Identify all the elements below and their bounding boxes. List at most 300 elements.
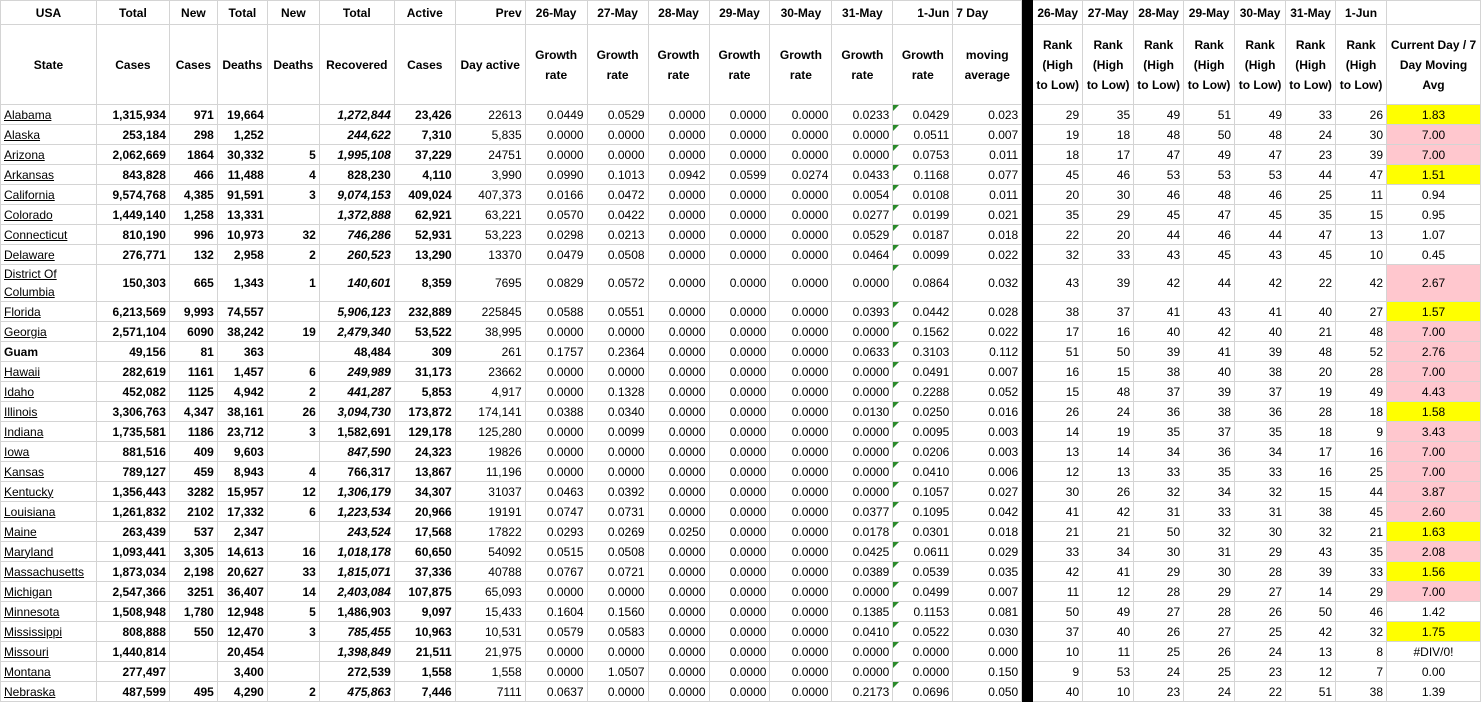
rank-cell[interactable]: 39 bbox=[1184, 382, 1235, 402]
recovered-cell[interactable]: 3,094,730 bbox=[319, 402, 394, 422]
rank-cell[interactable]: 46 bbox=[1083, 165, 1134, 185]
column-header-label[interactable]: Deaths bbox=[217, 25, 267, 105]
growth-rate-cell[interactable]: 0.0000 bbox=[709, 642, 770, 662]
rank-cell[interactable]: 38 bbox=[1336, 682, 1387, 702]
growth-rate-cell[interactable]: 0.0464 bbox=[832, 245, 893, 265]
total-cases-cell[interactable]: 2,062,669 bbox=[96, 145, 169, 165]
total-cases-cell[interactable]: 1,440,814 bbox=[96, 642, 169, 662]
rank-cell[interactable]: 17 bbox=[1033, 322, 1083, 342]
new-cases-cell[interactable]: 1161 bbox=[169, 362, 217, 382]
growth-rate-cell[interactable]: 0.0000 bbox=[648, 662, 709, 682]
growth-rate-cell[interactable]: 0.0389 bbox=[832, 562, 893, 582]
active-cases-cell[interactable]: 129,178 bbox=[394, 422, 455, 442]
growth-rate-cell[interactable]: 0.1153 bbox=[893, 602, 953, 622]
rank-cell[interactable]: 28 bbox=[1184, 602, 1235, 622]
recovered-cell[interactable]: 1,995,108 bbox=[319, 145, 394, 165]
active-cases-cell[interactable]: 17,568 bbox=[394, 522, 455, 542]
prev-day-active-cell[interactable]: 10,531 bbox=[455, 622, 525, 642]
growth-rate-cell[interactable]: 0.0000 bbox=[587, 642, 648, 662]
moving-average-cell[interactable]: 0.035 bbox=[953, 562, 1022, 582]
state-link[interactable]: Massachusetts bbox=[1, 562, 97, 582]
column-header-top[interactable]: 26-May bbox=[525, 1, 587, 25]
growth-rate-cell[interactable]: 0.0000 bbox=[770, 462, 832, 482]
rank-cell[interactable]: 14 bbox=[1286, 582, 1336, 602]
growth-rate-cell[interactable]: 0.0529 bbox=[587, 105, 648, 125]
total-deaths-cell[interactable]: 20,454 bbox=[217, 642, 267, 662]
column-header-top[interactable]: New bbox=[267, 1, 319, 25]
growth-rate-cell[interactable]: 0.0000 bbox=[709, 382, 770, 402]
rank-cell[interactable]: 26 bbox=[1083, 482, 1134, 502]
growth-rate-cell[interactable]: 0.0000 bbox=[648, 682, 709, 702]
recovered-cell[interactable]: 1,582,691 bbox=[319, 422, 394, 442]
new-deaths-cell[interactable]: 14 bbox=[267, 582, 319, 602]
rank-cell[interactable]: 47 bbox=[1336, 165, 1387, 185]
recovered-cell[interactable]: 1,372,888 bbox=[319, 205, 394, 225]
new-deaths-cell[interactable]: 16 bbox=[267, 542, 319, 562]
growth-rate-cell[interactable]: 0.0000 bbox=[709, 362, 770, 382]
growth-rate-cell[interactable]: 0.0000 bbox=[709, 502, 770, 522]
growth-rate-cell[interactable]: 0.0422 bbox=[587, 205, 648, 225]
growth-rate-cell[interactable]: 0.0393 bbox=[832, 302, 893, 322]
growth-rate-cell[interactable]: 0.0000 bbox=[709, 145, 770, 165]
growth-rate-cell[interactable]: 0.0000 bbox=[770, 185, 832, 205]
state-link[interactable]: Alaska bbox=[1, 125, 97, 145]
rank-cell[interactable]: 33 bbox=[1336, 562, 1387, 582]
growth-rate-cell[interactable]: 0.0000 bbox=[770, 245, 832, 265]
growth-rate-cell[interactable]: 0.0000 bbox=[525, 442, 587, 462]
state-link[interactable]: Louisiana bbox=[1, 502, 97, 522]
new-cases-cell[interactable]: 6090 bbox=[169, 322, 217, 342]
growth-rate-cell[interactable]: 0.0000 bbox=[770, 225, 832, 245]
growth-rate-cell[interactable]: 0.0000 bbox=[709, 582, 770, 602]
new-deaths-cell[interactable] bbox=[267, 442, 319, 462]
growth-rate-cell[interactable]: 0.0099 bbox=[893, 245, 953, 265]
current-day-ratio-cell[interactable]: 7.00 bbox=[1387, 462, 1481, 482]
growth-rate-cell[interactable]: 0.0529 bbox=[832, 225, 893, 245]
growth-rate-cell[interactable]: 0.0000 bbox=[525, 462, 587, 482]
column-header-top[interactable]: 1-Jun bbox=[893, 1, 953, 25]
growth-rate-cell[interactable]: 0.0000 bbox=[525, 145, 587, 165]
new-deaths-cell[interactable]: 2 bbox=[267, 382, 319, 402]
rank-cell[interactable]: 27 bbox=[1134, 602, 1184, 622]
growth-rate-cell[interactable]: 0.0000 bbox=[648, 342, 709, 362]
moving-average-cell[interactable]: 0.077 bbox=[953, 165, 1022, 185]
growth-rate-cell[interactable]: 0.1562 bbox=[893, 322, 953, 342]
rank-cell[interactable]: 41 bbox=[1033, 502, 1083, 522]
new-cases-cell[interactable]: 298 bbox=[169, 125, 217, 145]
column-header-label[interactable]: moving average bbox=[953, 25, 1022, 105]
total-cases-cell[interactable]: 263,439 bbox=[96, 522, 169, 542]
growth-rate-cell[interactable]: 0.0551 bbox=[587, 302, 648, 322]
new-deaths-cell[interactable]: 2 bbox=[267, 682, 319, 702]
rank-cell[interactable]: 40 bbox=[1083, 622, 1134, 642]
recovered-cell[interactable]: 9,074,153 bbox=[319, 185, 394, 205]
new-deaths-cell[interactable]: 3 bbox=[267, 622, 319, 642]
growth-rate-cell[interactable]: 0.0696 bbox=[893, 682, 953, 702]
growth-rate-cell[interactable]: 0.0377 bbox=[832, 502, 893, 522]
growth-rate-cell[interactable]: 0.0433 bbox=[832, 165, 893, 185]
growth-rate-cell[interactable]: 0.0633 bbox=[832, 342, 893, 362]
growth-rate-cell[interactable]: 0.0000 bbox=[709, 562, 770, 582]
rank-cell[interactable]: 24 bbox=[1083, 402, 1134, 422]
growth-rate-cell[interactable]: 0.0000 bbox=[832, 482, 893, 502]
current-day-ratio-cell[interactable]: 2.60 bbox=[1387, 502, 1481, 522]
state-link[interactable]: Colorado bbox=[1, 205, 97, 225]
rank-cell[interactable]: 26 bbox=[1033, 402, 1083, 422]
growth-rate-cell[interactable]: 0.0000 bbox=[525, 422, 587, 442]
rank-cell[interactable]: 49 bbox=[1083, 602, 1134, 622]
rank-cell[interactable]: 49 bbox=[1336, 382, 1387, 402]
rank-cell[interactable]: 50 bbox=[1286, 602, 1336, 622]
growth-rate-cell[interactable]: 0.0767 bbox=[525, 562, 587, 582]
recovered-cell[interactable]: 5,906,123 bbox=[319, 302, 394, 322]
current-day-ratio-cell[interactable]: 0.00 bbox=[1387, 662, 1481, 682]
new-cases-cell[interactable]: 665 bbox=[169, 265, 217, 302]
column-header-top[interactable]: USA bbox=[1, 1, 97, 25]
growth-rate-cell[interactable]: 0.0000 bbox=[648, 125, 709, 145]
total-deaths-cell[interactable]: 38,242 bbox=[217, 322, 267, 342]
growth-rate-cell[interactable]: 0.0491 bbox=[893, 362, 953, 382]
rank-cell[interactable]: 7 bbox=[1336, 662, 1387, 682]
column-header-label[interactable]: Rank (High to Low) bbox=[1033, 25, 1083, 105]
total-deaths-cell[interactable]: 8,943 bbox=[217, 462, 267, 482]
rank-cell[interactable]: 28 bbox=[1336, 362, 1387, 382]
growth-rate-cell[interactable]: 0.0298 bbox=[525, 225, 587, 245]
new-cases-cell[interactable]: 4,385 bbox=[169, 185, 217, 205]
growth-rate-cell[interactable]: 0.0000 bbox=[648, 105, 709, 125]
state-link[interactable]: Kansas bbox=[1, 462, 97, 482]
growth-rate-cell[interactable]: 0.0187 bbox=[893, 225, 953, 245]
growth-rate-cell[interactable]: 0.0000 bbox=[709, 682, 770, 702]
growth-rate-cell[interactable]: 0.0000 bbox=[770, 682, 832, 702]
rank-cell[interactable]: 40 bbox=[1184, 362, 1235, 382]
rank-cell[interactable]: 29 bbox=[1033, 105, 1083, 125]
state-link[interactable]: Montana bbox=[1, 662, 97, 682]
rank-cell[interactable]: 17 bbox=[1286, 442, 1336, 462]
state-link[interactable]: California bbox=[1, 185, 97, 205]
prev-day-active-cell[interactable]: 40788 bbox=[455, 562, 525, 582]
growth-rate-cell[interactable]: 0.0000 bbox=[648, 185, 709, 205]
rank-cell[interactable]: 21 bbox=[1336, 522, 1387, 542]
growth-rate-cell[interactable]: 0.1385 bbox=[832, 602, 893, 622]
column-header-label[interactable]: Day active bbox=[455, 25, 525, 105]
rank-cell[interactable]: 11 bbox=[1336, 185, 1387, 205]
growth-rate-cell[interactable]: 0.0000 bbox=[648, 442, 709, 462]
active-cases-cell[interactable]: 309 bbox=[394, 342, 455, 362]
total-cases-cell[interactable]: 277,497 bbox=[96, 662, 169, 682]
moving-average-cell[interactable]: 0.150 bbox=[953, 662, 1022, 682]
growth-rate-cell[interactable]: 0.0000 bbox=[525, 362, 587, 382]
rank-cell[interactable]: 44 bbox=[1134, 225, 1184, 245]
column-header-label[interactable]: Cases bbox=[394, 25, 455, 105]
growth-rate-cell[interactable]: 0.0000 bbox=[525, 125, 587, 145]
state-link[interactable]: Idaho bbox=[1, 382, 97, 402]
rank-cell[interactable]: 42 bbox=[1033, 562, 1083, 582]
prev-day-active-cell[interactable]: 5,835 bbox=[455, 125, 525, 145]
new-cases-cell[interactable]: 466 bbox=[169, 165, 217, 185]
column-header-label[interactable]: Rank (High to Low) bbox=[1134, 25, 1184, 105]
active-cases-cell[interactable]: 37,229 bbox=[394, 145, 455, 165]
prev-day-active-cell[interactable]: 63,221 bbox=[455, 205, 525, 225]
growth-rate-cell[interactable]: 0.0000 bbox=[709, 622, 770, 642]
growth-rate-cell[interactable]: 0.0000 bbox=[770, 322, 832, 342]
growth-rate-cell[interactable]: 0.0000 bbox=[770, 442, 832, 462]
total-deaths-cell[interactable]: 10,973 bbox=[217, 225, 267, 245]
new-cases-cell[interactable]: 1,780 bbox=[169, 602, 217, 622]
rank-cell[interactable]: 20 bbox=[1083, 225, 1134, 245]
recovered-cell[interactable]: 475,863 bbox=[319, 682, 394, 702]
total-deaths-cell[interactable]: 1,343 bbox=[217, 265, 267, 302]
total-cases-cell[interactable]: 1,508,948 bbox=[96, 602, 169, 622]
new-cases-cell[interactable]: 996 bbox=[169, 225, 217, 245]
moving-average-cell[interactable]: 0.007 bbox=[953, 582, 1022, 602]
column-header-top[interactable]: Prev bbox=[455, 1, 525, 25]
new-cases-cell[interactable]: 1,258 bbox=[169, 205, 217, 225]
column-header-label[interactable]: Growth rate bbox=[832, 25, 893, 105]
rank-cell[interactable]: 39 bbox=[1336, 145, 1387, 165]
total-deaths-cell[interactable]: 2,958 bbox=[217, 245, 267, 265]
rank-cell[interactable]: 43 bbox=[1286, 542, 1336, 562]
rank-cell[interactable]: 24 bbox=[1184, 682, 1235, 702]
state-link[interactable]: Missouri bbox=[1, 642, 97, 662]
column-header-label[interactable]: Rank (High to Low) bbox=[1083, 25, 1134, 105]
growth-rate-cell[interactable]: 0.0000 bbox=[709, 462, 770, 482]
current-day-ratio-cell[interactable]: 0.45 bbox=[1387, 245, 1481, 265]
rank-cell[interactable]: 47 bbox=[1286, 225, 1336, 245]
growth-rate-cell[interactable]: 0.2173 bbox=[832, 682, 893, 702]
growth-rate-cell[interactable]: 0.0637 bbox=[525, 682, 587, 702]
recovered-cell[interactable]: 828,230 bbox=[319, 165, 394, 185]
rank-cell[interactable]: 33 bbox=[1235, 462, 1286, 482]
current-day-ratio-cell[interactable]: 1.83 bbox=[1387, 105, 1481, 125]
rank-cell[interactable]: 37 bbox=[1235, 382, 1286, 402]
growth-rate-cell[interactable]: 0.0000 bbox=[587, 442, 648, 462]
rank-cell[interactable]: 19 bbox=[1083, 422, 1134, 442]
active-cases-cell[interactable]: 34,307 bbox=[394, 482, 455, 502]
moving-average-cell[interactable]: 0.029 bbox=[953, 542, 1022, 562]
prev-day-active-cell[interactable]: 21,975 bbox=[455, 642, 525, 662]
rank-cell[interactable]: 44 bbox=[1336, 482, 1387, 502]
column-header-top[interactable]: 27-May bbox=[1083, 1, 1134, 25]
growth-rate-cell[interactable]: 0.0000 bbox=[832, 662, 893, 682]
growth-rate-cell[interactable]: 0.0000 bbox=[770, 542, 832, 562]
new-cases-cell[interactable]: 3,305 bbox=[169, 542, 217, 562]
new-deaths-cell[interactable] bbox=[267, 302, 319, 322]
active-cases-cell[interactable]: 31,173 bbox=[394, 362, 455, 382]
rank-cell[interactable]: 53 bbox=[1184, 165, 1235, 185]
new-cases-cell[interactable] bbox=[169, 662, 217, 682]
rank-cell[interactable]: 38 bbox=[1235, 362, 1286, 382]
prev-day-active-cell[interactable]: 15,433 bbox=[455, 602, 525, 622]
rank-cell[interactable]: 29 bbox=[1083, 205, 1134, 225]
rank-cell[interactable]: 16 bbox=[1083, 322, 1134, 342]
total-cases-cell[interactable]: 789,127 bbox=[96, 462, 169, 482]
rank-cell[interactable]: 51 bbox=[1286, 682, 1336, 702]
rank-cell[interactable]: 35 bbox=[1286, 205, 1336, 225]
growth-rate-cell[interactable]: 0.0721 bbox=[587, 562, 648, 582]
rank-cell[interactable]: 46 bbox=[1235, 185, 1286, 205]
active-cases-cell[interactable]: 23,426 bbox=[394, 105, 455, 125]
rank-cell[interactable]: 20 bbox=[1033, 185, 1083, 205]
recovered-cell[interactable]: 48,484 bbox=[319, 342, 394, 362]
rank-cell[interactable]: 24 bbox=[1286, 125, 1336, 145]
rank-cell[interactable]: 23 bbox=[1134, 682, 1184, 702]
growth-rate-cell[interactable]: 0.0199 bbox=[893, 205, 953, 225]
new-cases-cell[interactable]: 459 bbox=[169, 462, 217, 482]
rank-cell[interactable]: 45 bbox=[1134, 205, 1184, 225]
rank-cell[interactable]: 37 bbox=[1134, 382, 1184, 402]
active-cases-cell[interactable]: 62,921 bbox=[394, 205, 455, 225]
moving-average-cell[interactable]: 0.023 bbox=[953, 105, 1022, 125]
rank-cell[interactable]: 21 bbox=[1286, 322, 1336, 342]
total-deaths-cell[interactable]: 17,332 bbox=[217, 502, 267, 522]
total-cases-cell[interactable]: 487,599 bbox=[96, 682, 169, 702]
growth-rate-cell[interactable]: 0.0000 bbox=[709, 402, 770, 422]
moving-average-cell[interactable]: 0.006 bbox=[953, 462, 1022, 482]
growth-rate-cell[interactable]: 0.0000 bbox=[648, 322, 709, 342]
new-cases-cell[interactable]: 1125 bbox=[169, 382, 217, 402]
prev-day-active-cell[interactable]: 261 bbox=[455, 342, 525, 362]
column-header-label[interactable]: Rank (High to Low) bbox=[1286, 25, 1336, 105]
moving-average-cell[interactable]: 0.016 bbox=[953, 402, 1022, 422]
growth-rate-cell[interactable]: 0.0000 bbox=[832, 362, 893, 382]
growth-rate-cell[interactable]: 0.0000 bbox=[525, 662, 587, 682]
growth-rate-cell[interactable]: 0.0000 bbox=[832, 322, 893, 342]
rank-cell[interactable]: 11 bbox=[1033, 582, 1083, 602]
rank-cell[interactable]: 20 bbox=[1286, 362, 1336, 382]
total-cases-cell[interactable]: 1,449,140 bbox=[96, 205, 169, 225]
prev-day-active-cell[interactable]: 125,280 bbox=[455, 422, 525, 442]
total-cases-cell[interactable]: 150,303 bbox=[96, 265, 169, 302]
growth-rate-cell[interactable]: 0.0108 bbox=[893, 185, 953, 205]
rank-cell[interactable]: 18 bbox=[1033, 145, 1083, 165]
state-link[interactable]: Maryland bbox=[1, 542, 97, 562]
rank-cell[interactable]: 16 bbox=[1033, 362, 1083, 382]
growth-rate-cell[interactable]: 0.0000 bbox=[648, 462, 709, 482]
column-header-top[interactable]: 29-May bbox=[1184, 1, 1235, 25]
growth-rate-cell[interactable]: 0.0000 bbox=[709, 245, 770, 265]
growth-rate-cell[interactable]: 0.0000 bbox=[832, 125, 893, 145]
state-link[interactable]: Iowa bbox=[1, 442, 97, 462]
current-day-ratio-cell[interactable]: 7.00 bbox=[1387, 145, 1481, 165]
rank-cell[interactable]: 38 bbox=[1033, 302, 1083, 322]
new-deaths-cell[interactable] bbox=[267, 125, 319, 145]
new-deaths-cell[interactable]: 6 bbox=[267, 362, 319, 382]
growth-rate-cell[interactable]: 0.1757 bbox=[525, 342, 587, 362]
rank-cell[interactable]: 31 bbox=[1134, 502, 1184, 522]
column-header-label[interactable]: Growth rate bbox=[525, 25, 587, 105]
rank-cell[interactable]: 46 bbox=[1184, 225, 1235, 245]
total-cases-cell[interactable]: 276,771 bbox=[96, 245, 169, 265]
state-link[interactable]: Illinois bbox=[1, 402, 97, 422]
growth-rate-cell[interactable]: 0.0000 bbox=[709, 482, 770, 502]
state-link[interactable]: Arkansas bbox=[1, 165, 97, 185]
recovered-cell[interactable]: 244,622 bbox=[319, 125, 394, 145]
growth-rate-cell[interactable]: 0.0000 bbox=[648, 502, 709, 522]
moving-average-cell[interactable]: 0.007 bbox=[953, 362, 1022, 382]
active-cases-cell[interactable]: 9,097 bbox=[394, 602, 455, 622]
total-deaths-cell[interactable]: 11,488 bbox=[217, 165, 267, 185]
moving-average-cell[interactable]: 0.003 bbox=[953, 422, 1022, 442]
recovered-cell[interactable]: 1,486,903 bbox=[319, 602, 394, 622]
rank-cell[interactable]: 24 bbox=[1134, 662, 1184, 682]
current-day-ratio-cell[interactable]: 1.42 bbox=[1387, 602, 1481, 622]
total-cases-cell[interactable]: 452,082 bbox=[96, 382, 169, 402]
rank-cell[interactable]: 41 bbox=[1134, 302, 1184, 322]
rank-cell[interactable]: 29 bbox=[1134, 562, 1184, 582]
recovered-cell[interactable]: 249,989 bbox=[319, 362, 394, 382]
rank-cell[interactable]: 26 bbox=[1235, 602, 1286, 622]
rank-cell[interactable]: 25 bbox=[1336, 462, 1387, 482]
prev-day-active-cell[interactable]: 4,917 bbox=[455, 382, 525, 402]
current-day-ratio-cell[interactable]: 4.43 bbox=[1387, 382, 1481, 402]
column-header-top[interactable]: 28-May bbox=[648, 1, 709, 25]
growth-rate-cell[interactable]: 0.0611 bbox=[893, 542, 953, 562]
growth-rate-cell[interactable]: 0.0000 bbox=[770, 662, 832, 682]
active-cases-cell[interactable]: 13,290 bbox=[394, 245, 455, 265]
new-cases-cell[interactable]: 537 bbox=[169, 522, 217, 542]
total-cases-cell[interactable]: 2,547,366 bbox=[96, 582, 169, 602]
new-cases-cell[interactable]: 132 bbox=[169, 245, 217, 265]
rank-cell[interactable]: 45 bbox=[1286, 245, 1336, 265]
growth-rate-cell[interactable]: 0.0753 bbox=[893, 145, 953, 165]
moving-average-cell[interactable]: 0.011 bbox=[953, 185, 1022, 205]
growth-rate-cell[interactable]: 0.0000 bbox=[648, 422, 709, 442]
active-cases-cell[interactable]: 8,359 bbox=[394, 265, 455, 302]
growth-rate-cell[interactable]: 0.0000 bbox=[832, 642, 893, 662]
rank-cell[interactable]: 50 bbox=[1033, 602, 1083, 622]
active-cases-cell[interactable]: 107,875 bbox=[394, 582, 455, 602]
rank-cell[interactable]: 30 bbox=[1235, 522, 1286, 542]
active-cases-cell[interactable]: 13,867 bbox=[394, 462, 455, 482]
column-header-top[interactable]: Active bbox=[394, 1, 455, 25]
rank-cell[interactable]: 8 bbox=[1336, 642, 1387, 662]
rank-cell[interactable]: 34 bbox=[1184, 482, 1235, 502]
growth-rate-cell[interactable]: 0.0000 bbox=[648, 602, 709, 622]
current-day-ratio-cell[interactable]: 1.75 bbox=[1387, 622, 1481, 642]
rank-cell[interactable]: 33 bbox=[1184, 502, 1235, 522]
rank-cell[interactable]: 33 bbox=[1134, 462, 1184, 482]
growth-rate-cell[interactable]: 0.0472 bbox=[587, 185, 648, 205]
growth-rate-cell[interactable]: 0.0515 bbox=[525, 542, 587, 562]
column-header-top[interactable]: 29-May bbox=[709, 1, 770, 25]
rank-cell[interactable]: 13 bbox=[1083, 462, 1134, 482]
current-day-ratio-cell[interactable]: 7.00 bbox=[1387, 362, 1481, 382]
prev-day-active-cell[interactable]: 3,990 bbox=[455, 165, 525, 185]
growth-rate-cell[interactable]: 0.0000 bbox=[587, 145, 648, 165]
new-deaths-cell[interactable]: 3 bbox=[267, 185, 319, 205]
moving-average-cell[interactable]: 0.000 bbox=[953, 642, 1022, 662]
column-header-label[interactable]: Recovered bbox=[319, 25, 394, 105]
moving-average-cell[interactable]: 0.022 bbox=[953, 245, 1022, 265]
current-day-ratio-cell[interactable]: 1.57 bbox=[1387, 302, 1481, 322]
new-deaths-cell[interactable]: 26 bbox=[267, 402, 319, 422]
column-header-label[interactable]: Cases bbox=[169, 25, 217, 105]
new-cases-cell[interactable]: 3251 bbox=[169, 582, 217, 602]
recovered-cell[interactable]: 1,272,844 bbox=[319, 105, 394, 125]
rank-cell[interactable]: 25 bbox=[1184, 662, 1235, 682]
growth-rate-cell[interactable]: 0.0990 bbox=[525, 165, 587, 185]
prev-day-active-cell[interactable]: 1,558 bbox=[455, 662, 525, 682]
active-cases-cell[interactable]: 24,323 bbox=[394, 442, 455, 462]
growth-rate-cell[interactable]: 0.0508 bbox=[587, 245, 648, 265]
column-header-top[interactable]: 31-May bbox=[1286, 1, 1336, 25]
new-cases-cell[interactable]: 3282 bbox=[169, 482, 217, 502]
growth-rate-cell[interactable]: 0.0000 bbox=[770, 382, 832, 402]
growth-rate-cell[interactable]: 0.0054 bbox=[832, 185, 893, 205]
rank-cell[interactable]: 43 bbox=[1184, 302, 1235, 322]
growth-rate-cell[interactable]: 0.0000 bbox=[648, 302, 709, 322]
